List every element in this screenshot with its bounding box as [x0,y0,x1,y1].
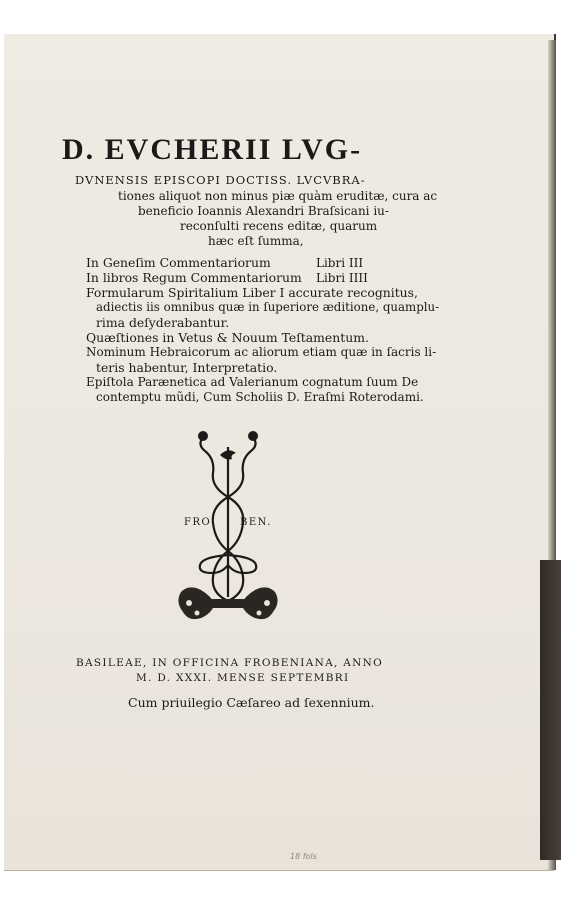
privilege-line: Cum priuilegio Cæſareo ad ſexennium. [128,695,375,710]
binding-spine [540,560,561,860]
imprint-line-2: M. D. XXXI. MENSE SEPTEMBRI [136,672,350,684]
printer-mark-right: BEN. [240,517,272,528]
printer-mark-left: FRO [184,517,212,528]
contents-entry-4: Quæſtiones in Vetus & Nouum Teſtamentum. [86,330,369,345]
contents-entry-6-line-1: Epiſtola Parænetica ad Valerianum cognatum ſuum De [86,375,419,389]
contents-entry-5-line-1: Nominum Hebraicorum ac aliorum etiam quæ in ſacris li- [86,345,437,359]
title-line-2: DVNENSIS EPISCOPI DOCTISS. LVCVBRA- [75,173,366,187]
contents-entry-5-line-2: teris habentur, Interpretatio. [96,360,278,375]
printer-device-caduceus-icon [173,427,283,637]
contents-entry-1: In Geneſim Commentariorum [86,255,271,270]
book-title: D. EVCHERII LVG- [62,133,363,166]
contents-entry-3-line-2: adiectis iis omnibus quæ in ſuperiore æditione, quamplu- [96,300,440,314]
contents-entry-1-volumes: Libri III [316,256,364,270]
contents-entry-2-volumes: Libri IIII [316,271,368,285]
contents-entry-3-line-1: Formularum Spiritalium Liber I accurate recognitus, [86,285,418,300]
pencil-annotation: 18 fols [290,852,317,861]
title-line-4: beneficio Ioannis Alexandri Braſsicani iu- [138,204,389,218]
imprint-line-1: BASILEAE, IN OFFICINA FROBENIANA, ANNO [76,657,383,669]
title-line-5: reconſulti recens editæ, quarum [180,219,378,233]
contents-entry-3-line-3: rima deſyderabantur. [96,315,230,330]
title-line-6: hæc eſt ſumma, [208,234,304,248]
contents-entry-2: In libros Regum Commentariorum [86,270,302,285]
title-line-3: tiones aliquot non minus piæ quàm eruditæ, cura ac [118,189,438,203]
contents-entry-6-line-2: contemptu mũdi, Cum Scholiis D. Eraſmi Roterodami. [96,390,424,404]
